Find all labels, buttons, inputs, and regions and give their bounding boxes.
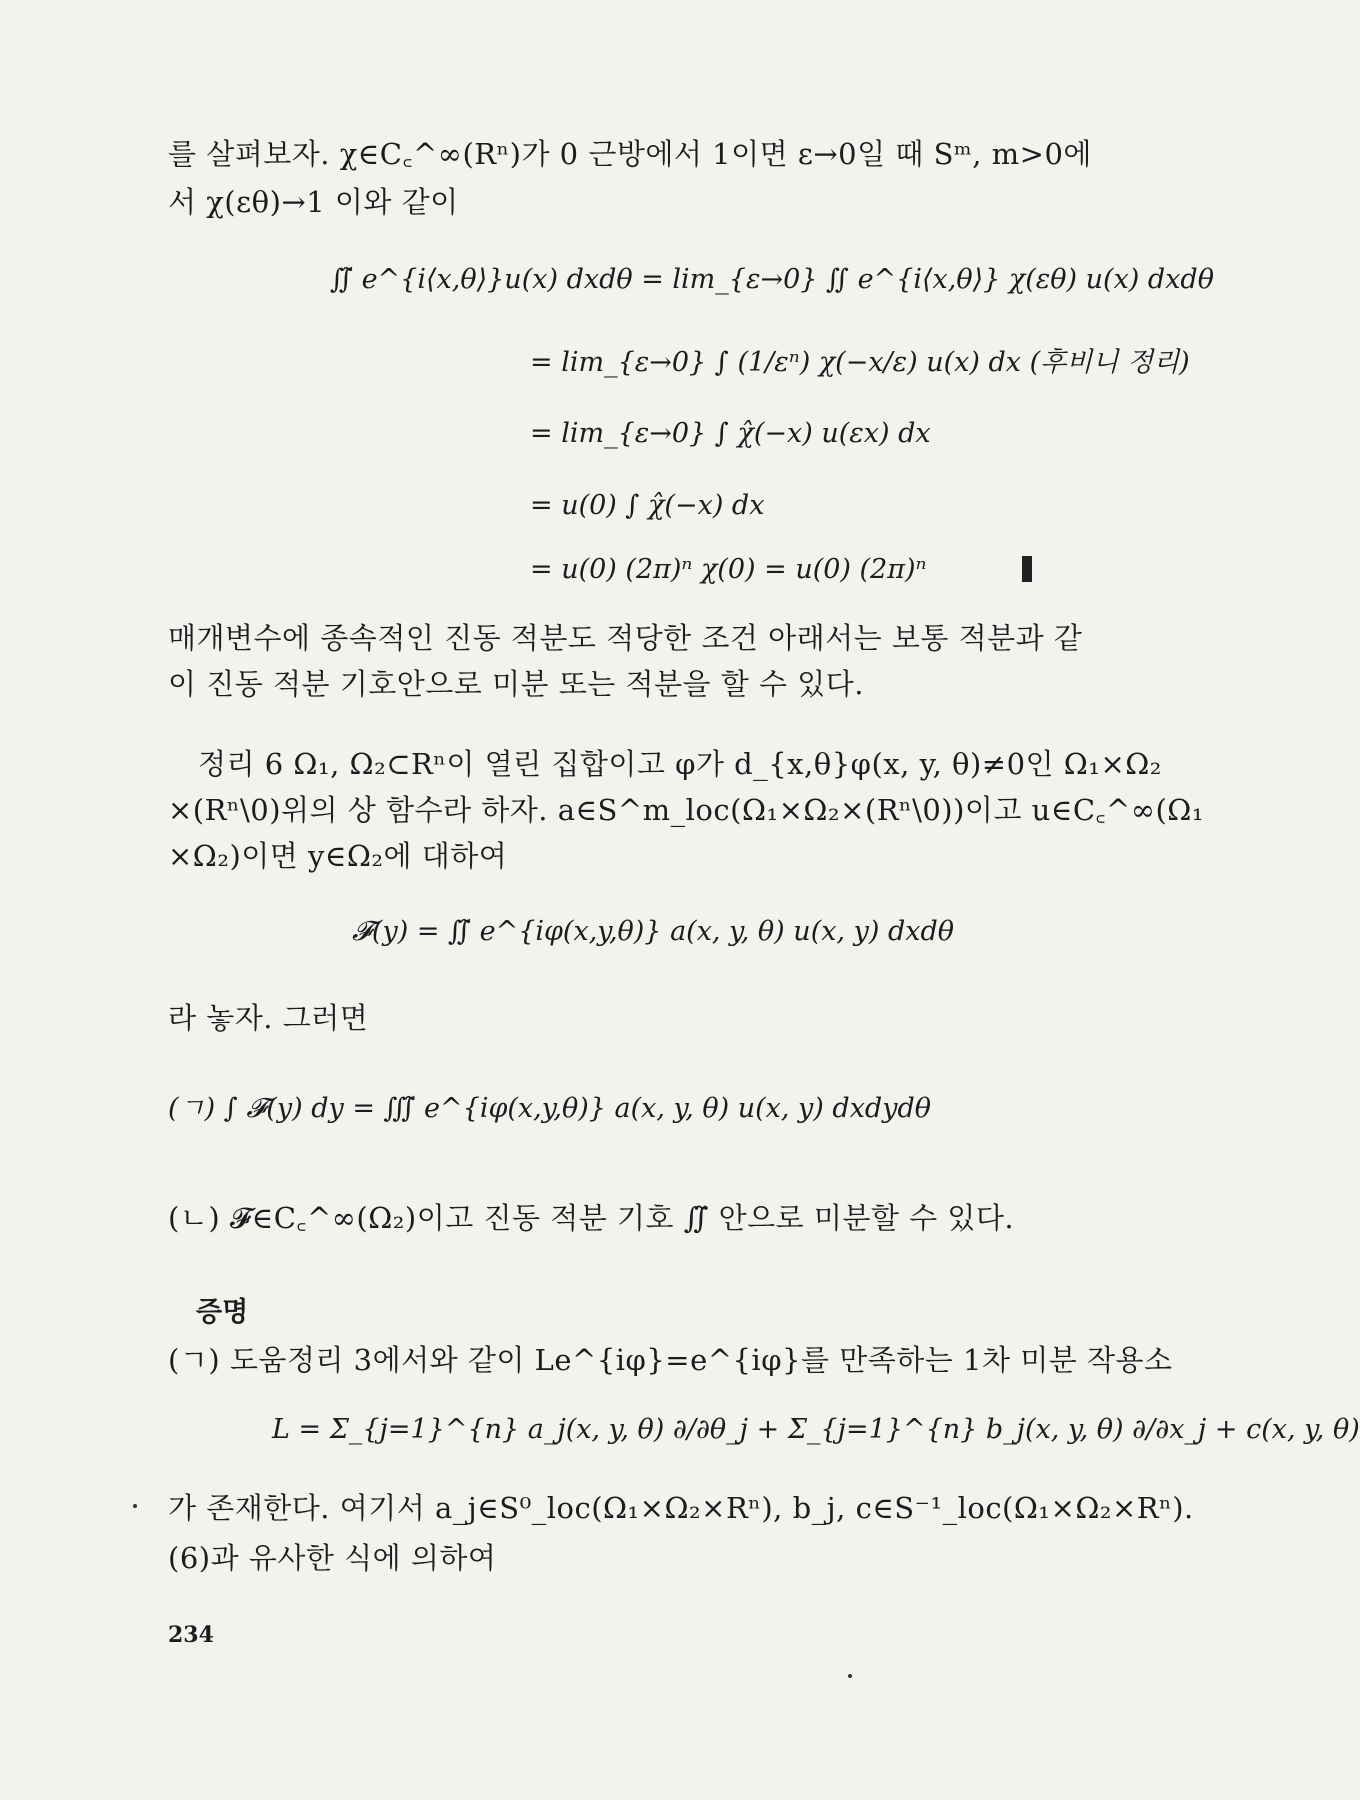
margin-dot <box>133 1504 137 1508</box>
proof-line: (6)과 유사한 식에 의하여 <box>168 1541 497 1575</box>
equation-line: = u(0) (2π)ⁿ χ(0) = u(0) (2π)ⁿ <box>530 554 927 585</box>
equation-line: = lim_{ε→0} ∫ χ̂(−x) u(εx) dx <box>530 418 931 449</box>
qed-mark <box>1022 556 1032 582</box>
operator-equation: L = Σ_{j=1}^{n} a_j(x, y, θ) ∂/∂θ_j + Σ_{j=1}^{n} b_j(x, y, θ) ∂/∂x_j + c(x, y, θ) <box>272 1414 1360 1445</box>
page-number: 234 <box>168 1622 214 1648</box>
paragraph-line: 매개변수에 종속적인 진동 적분도 적당한 조건 아래서는 보통 적분과 같 <box>168 621 1083 655</box>
proof-line: (ㄱ) 도움정리 3에서와 같이 Le^{iφ}=e^{iφ}를 만족하는 1차 미분 작용소 <box>168 1343 1173 1377</box>
equation-line: ∬̃ e^{i⟨x,θ⟩}u(x) dxdθ = lim_{ε→0} ∬ e^{i⟨x,θ⟩} χ(εθ) u(x) dxdθ <box>330 264 1214 295</box>
item-a: (ㄱ) ∫ 𝓕(y) dy = ∭̃ e^{iφ(x,y,θ)} a(x, y, θ) u(x, y) dxdydθ <box>168 1093 931 1124</box>
theorem-line: ×(Rⁿ\0)위의 상 함수라 하자. a∈S^m_loc(Ω₁×Ω₂×(Rⁿ\0))이고 u∈C꜀^∞(Ω₁ <box>168 793 1204 827</box>
theorem-line: 정리 6 Ω₁, Ω₂⊂Rⁿ이 열린 집합이고 φ가 d_{x,θ}φ(x, y, θ)≠0인 Ω₁×Ω₂ <box>198 747 1162 781</box>
margin-dot <box>848 1674 852 1678</box>
proof-line: 가 존재한다. 여기서 a_j∈S⁰_loc(Ω₁×Ω₂×Rⁿ), b_j, c∈S⁻¹_loc(Ω₁×Ω₂×Rⁿ). <box>168 1491 1194 1525</box>
paragraph-line: 라 놓자. 그러면 <box>168 1001 369 1035</box>
equation-line: = lim_{ε→0} ∫ (1/εⁿ) χ(−x/ε) u(x) dx (후비니 정리) <box>530 347 1190 378</box>
paragraph-line: 를 살펴보자. χ∈C꜀^∞(Rⁿ)가 0 근방에서 1이면 ε→0일 때 Sᵐ, m>0에 <box>168 137 1092 171</box>
paragraph-line: 이 진동 적분 기호안으로 미분 또는 적분을 할 수 있다. <box>168 667 864 701</box>
theorem-line: ×Ω₂)이면 y∈Ω₂에 대하여 <box>168 839 508 873</box>
proof-heading: 증명 <box>196 1297 249 1328</box>
definition-equation: 𝓕(y) = ∬̃ e^{iφ(x,y,θ)} a(x, y, θ) u(x, y) dxdθ <box>352 916 955 947</box>
equation-line: = u(0) ∫ χ̂(−x) dx <box>530 490 765 521</box>
paragraph-line: 서 χ(εθ)→1 이와 같이 <box>168 185 459 219</box>
item-b: (ㄴ) 𝓕∈C꜀^∞(Ω₂)이고 진동 적분 기호 ∬̃ 안으로 미분할 수 있다. <box>168 1201 1015 1235</box>
